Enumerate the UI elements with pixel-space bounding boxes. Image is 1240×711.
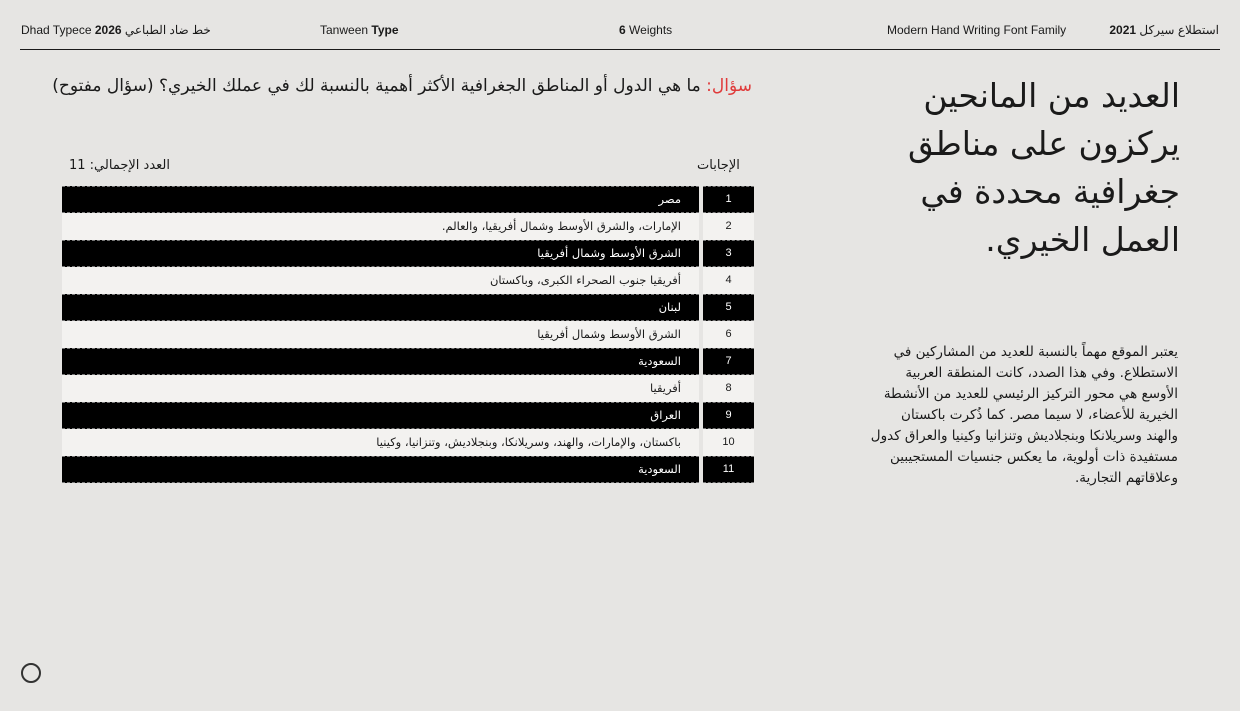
answers-table bbox=[62, 186, 754, 483]
table-row bbox=[62, 348, 754, 375]
table-row bbox=[62, 456, 754, 483]
answers-label: الإجابات bbox=[697, 158, 740, 173]
answer-text: لبنان bbox=[62, 294, 699, 321]
total-count-label: العدد الإجمالي: 11 bbox=[69, 158, 170, 173]
table-row bbox=[62, 294, 754, 321]
table-row bbox=[62, 267, 754, 294]
answer-text: العراق bbox=[62, 402, 699, 429]
answer-text: أفريقيا جنوب الصحراء الكبرى، وباكستان bbox=[62, 267, 699, 294]
header-brand-left bbox=[21, 23, 211, 37]
header-weights bbox=[619, 23, 672, 37]
table-row bbox=[62, 429, 754, 456]
answer-number: 8 bbox=[703, 375, 754, 402]
header-brand-name: Dhad Typece bbox=[21, 23, 92, 37]
header-type-bold: Type bbox=[371, 23, 399, 37]
header-weights-label: Weights bbox=[629, 23, 673, 37]
answer-text: السعودية bbox=[62, 456, 699, 483]
answer-text: السعودية bbox=[62, 348, 699, 375]
answer-text: الشرق الأوسط وشمال أفريقيا bbox=[62, 240, 699, 267]
answer-text: مصر bbox=[62, 186, 699, 213]
header-brand-year: 2026 bbox=[94, 23, 122, 37]
answer-number: 1 bbox=[703, 186, 754, 213]
table-row bbox=[62, 240, 754, 267]
answer-number: 10 bbox=[703, 429, 754, 456]
answer-number: 9 bbox=[703, 402, 754, 429]
answer-text: أفريقيا bbox=[62, 375, 699, 402]
header-brand-arabic: خط ضاد الطباعي bbox=[124, 23, 211, 37]
answer-text: الشرق الأوسط وشمال أفريقيا bbox=[62, 321, 699, 348]
answer-number: 2 bbox=[703, 213, 754, 240]
answer-text: الإمارات، والشرق الأوسط وشمال أفريقيا، والعالم. bbox=[62, 213, 699, 240]
header-survey bbox=[1109, 23, 1219, 37]
answer-text: باكستان، والإمارات، والهند، وسريلانكا، وبنجلاديش، وتنزانيا، وكينيا bbox=[62, 429, 699, 456]
body-paragraph: يعتبر الموقع مهماً بالنسبة للعديد من المشاركين في الاستطلاع. وفي هذا الصدد، كانت المنطقة العربية الأوسع هي محور التركيز الرئيسي للعديد من الأنشطة الخيرية للأعضاء، لا سيما مصر. كما ذُكرت باكستان والهند وسريلانكا وبنجلاديش وتنزانيا وكينيا والعراق كدول مستفيدة ذات أولوية، ما يعكس جنسيات المستجيبين وعلاقاتهم التجارية. bbox=[870, 344, 1178, 486]
header-survey-title: استطلاع سيركل bbox=[1139, 23, 1219, 37]
answer-number: 3 bbox=[703, 240, 754, 267]
circle-icon[interactable] bbox=[21, 663, 41, 683]
header-description: Modern Hand Writing Font Family bbox=[887, 23, 1067, 37]
table-row bbox=[62, 375, 754, 402]
table-row bbox=[62, 321, 754, 348]
page-header bbox=[20, 0, 1220, 50]
header-type-name bbox=[320, 23, 399, 37]
table-row bbox=[62, 186, 754, 213]
header-survey-year: 2021 bbox=[1109, 23, 1137, 37]
table-row bbox=[62, 402, 754, 429]
table-row bbox=[62, 213, 754, 240]
question-label: سؤال: bbox=[706, 76, 752, 96]
header-type-label: Tanween bbox=[320, 23, 369, 37]
answer-number: 5 bbox=[703, 294, 754, 321]
answer-number: 7 bbox=[703, 348, 754, 375]
header-weights-count: 6 bbox=[619, 23, 626, 37]
answer-number: 11 bbox=[703, 456, 754, 483]
question-text: ما هي الدول أو المناطق الجغرافية الأكثر أهمية بالنسبة لك في عملك الخيري؟ (سؤال مفتوح) bbox=[52, 76, 707, 96]
answer-number: 6 bbox=[703, 321, 754, 348]
answer-number: 4 bbox=[703, 267, 754, 294]
headline: العديد من المانحين يركزون على مناطق جغرافية محددة في العمل الخيري. bbox=[907, 76, 1180, 259]
survey-question bbox=[52, 76, 752, 96]
